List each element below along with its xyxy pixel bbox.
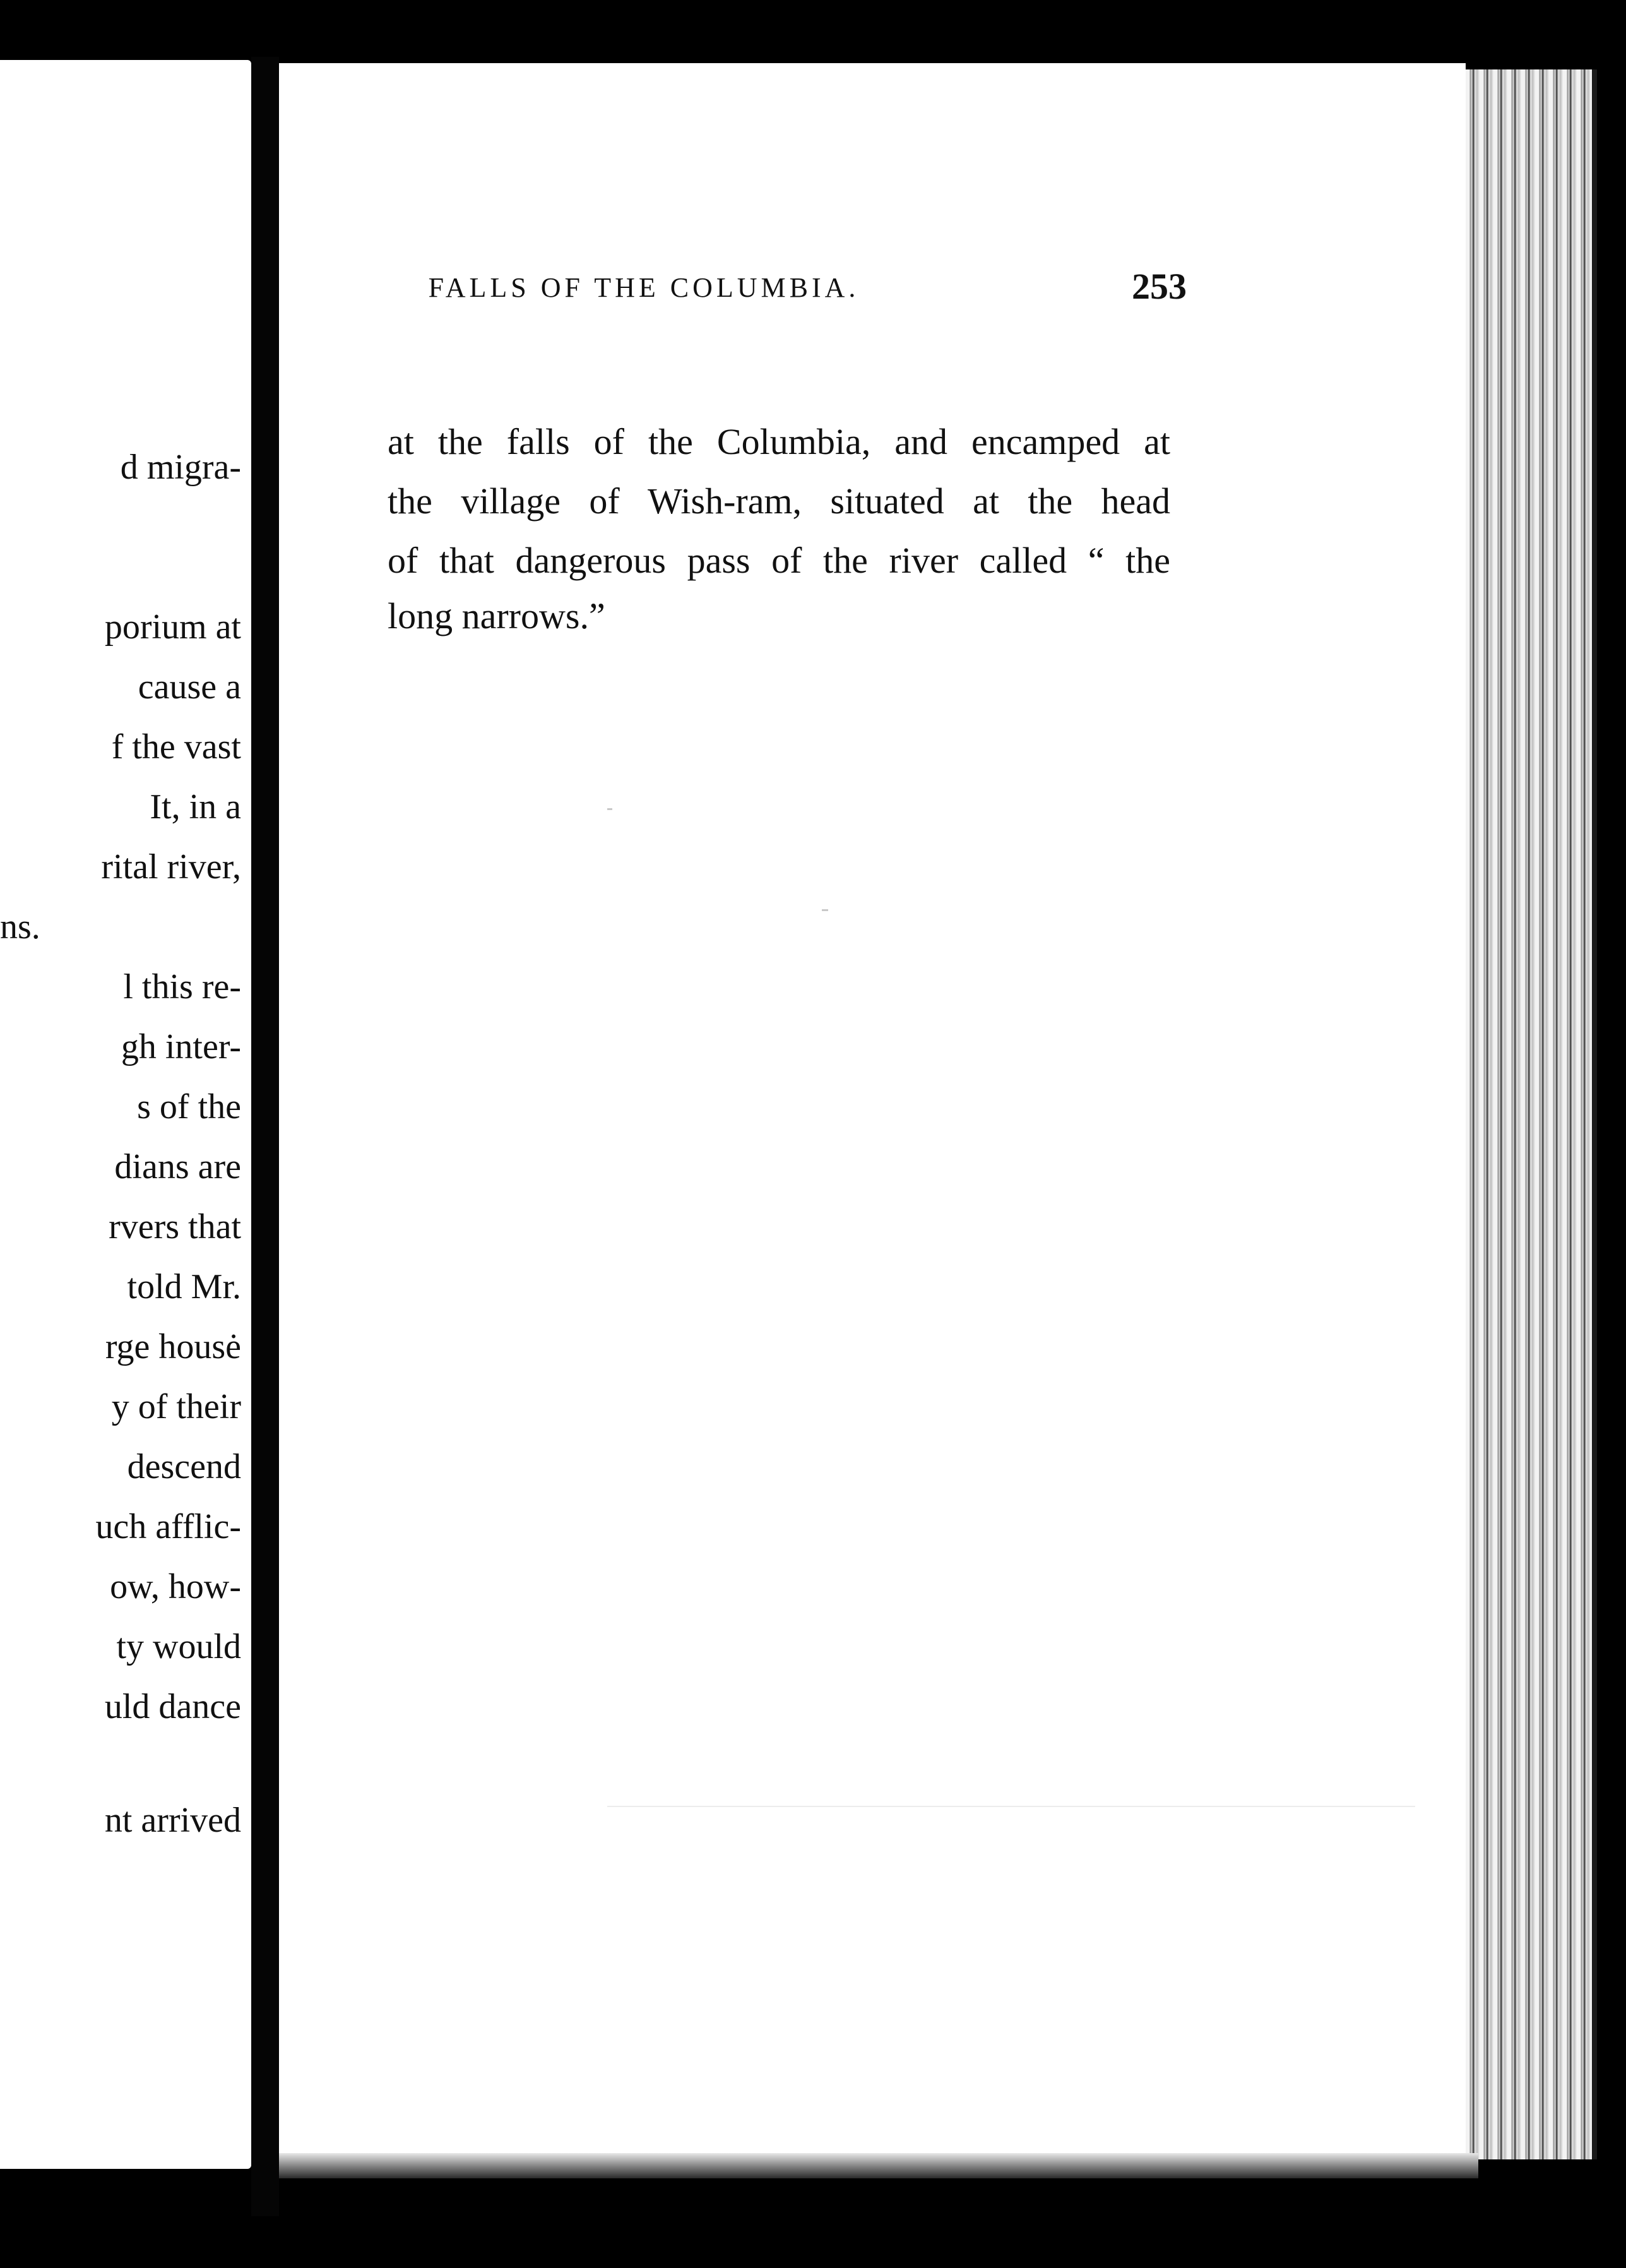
left-page-line: l this re- [123,967,241,1006]
body-text-line: the village of Wish-ram, situated at the head [388,480,1170,522]
left-page-line: f the vast [111,727,241,767]
book-gutter [251,57,279,2216]
left-page-line: rital river, [101,847,241,886]
left-page-line: rge housė [105,1327,241,1366]
left-page-line: cause a [138,667,241,707]
running-head: FALLS OF THE COLUMBIA. [428,272,860,303]
left-page-line: descend [127,1447,241,1486]
left-page-line: y of their [111,1387,241,1426]
left-page-line: porium at [104,607,241,647]
paper-speck [822,909,828,911]
left-page [0,60,251,2169]
left-page-line: told Mr. [127,1267,241,1306]
left-page-line: ow, how- [110,1567,241,1606]
left-page-line: uld dance [104,1687,241,1726]
left-page-line: d migra- [120,448,241,487]
left-page-line: uch afflic- [95,1507,241,1546]
page-number: 253 [1132,266,1187,307]
body-text-line: of that dangerous pass of the river called “ the [388,540,1170,581]
left-page-line: It, in a [150,787,241,827]
show-through-text [607,1806,1415,1807]
left-page-line: s of the [137,1087,241,1126]
left-page-line: dians are [114,1147,241,1186]
bottom-page-edge [279,2153,1478,2178]
left-page-line: ns. [0,907,40,946]
left-page-line: rvers that [109,1207,241,1246]
left-page-line: ty would [116,1627,241,1666]
paper-speck [607,808,612,810]
page-edges [1466,69,1597,2159]
left-page-line: nt arrived [104,1801,241,1840]
right-page [279,63,1466,2153]
body-text-line: long narrows.” [388,595,605,636]
body-text-line: at the falls of the Columbia, and encamped at [388,421,1170,462]
left-page-line: gh inter- [121,1027,241,1066]
